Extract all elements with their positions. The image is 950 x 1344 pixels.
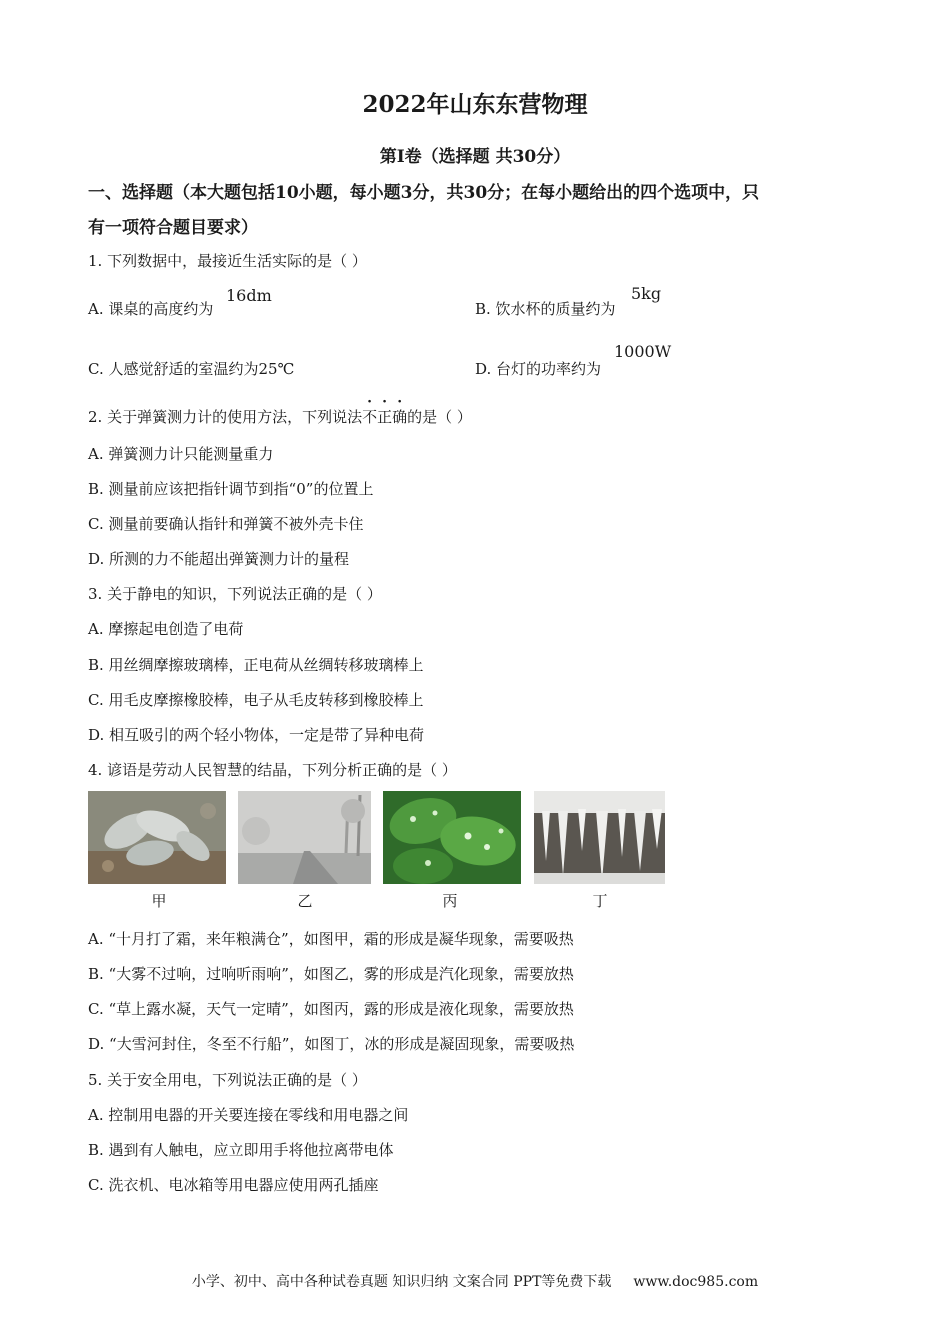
question-5-stem: 5. 关于安全用电，下列说法正确的是（ ） (88, 1071, 367, 1089)
q1-option-b (475, 298, 616, 319)
page-title: 2022年山东东营物理 (362, 91, 588, 118)
fog-photo (238, 791, 371, 884)
question-2-stem (88, 406, 472, 427)
q1-option-c: C. 人感觉舒适的室温约为25℃ (88, 360, 295, 378)
q3-option-b: B. 用丝绸摩擦玻璃棒，正电荷从丝绸转移玻璃棒上 (88, 656, 424, 674)
section-heading: 第Ⅰ卷（选择题 共30分） (379, 147, 571, 167)
q1-option-a-text: A. 课桌的高度约为 (88, 300, 214, 318)
q5-option-c: C. 洗衣机、电冰箱等用电器应使用两孔插座 (88, 1176, 379, 1194)
question-1-stem: 1. 下列数据中，最接近生活实际的是（ ） (88, 252, 367, 270)
caption-ding: 丁 (592, 892, 608, 910)
emphasis-char: 不 (362, 408, 378, 426)
q5-option-b: B. 遇到有人触电，应立即用手将他拉离带电体 (88, 1141, 394, 1159)
q3-option-a: A. 摩擦起电创造了电荷 (88, 620, 244, 638)
q4-option-c: C. “草上露水凝，天气一定晴”，如图丙，露的形成是液化现象，需要放热 (88, 1000, 574, 1018)
q1-option-d-text: D. 台灯的功率约为 (475, 360, 602, 378)
q2-option-d: D. 所测的力不能超出弹簧测力计的量程 (88, 550, 350, 568)
q2-stem-prefix: 2. 关于弹簧测力计的使用方法，下列说法 (88, 408, 363, 426)
instructions-line-2: 有一项符合题目要求） (88, 218, 258, 238)
instructions-line-1: 一、选择题（本大题包括10小题，每小题3分，共30分；在每小题给出的四个选项中，只 (88, 183, 760, 203)
q4-option-b: B. “大雾不过响，过响听雨响”，如图乙，雾的形成是汽化现象，需要放热 (88, 965, 574, 983)
dew-photo (383, 791, 521, 884)
page-footer (0, 1271, 950, 1291)
q2-stem-suffix: 的是（ ） (407, 408, 472, 426)
q4-option-a: A. “十月打了霜，来年粮满仓”，如图甲，霜的形成是凝华现象，需要吸热 (88, 930, 574, 948)
emphasis-char: 正 (377, 408, 393, 426)
q2-option-c: C. 测量前要确认指针和弹簧不被外壳卡住 (88, 515, 364, 533)
question-3-stem: 3. 关于静电的知识，下列说法正确的是（ ） (88, 585, 382, 603)
q1-option-a (88, 298, 213, 319)
q3-option-d: D. 相互吸引的两个轻小物体，一定是带了异种电荷 (88, 726, 425, 744)
caption-yi: 乙 (297, 892, 313, 910)
question-4-stem: 4. 谚语是劳动人民智慧的结晶，下列分析正确的是（ ） (88, 761, 457, 779)
ice-photo (534, 791, 665, 884)
q2-option-b: B. 测量前应该把指针调节到指“0”的位置上 (88, 480, 374, 498)
q1-option-b-value: 5kg (631, 284, 662, 303)
footer-site-link[interactable]: www.doc985.com (633, 1274, 759, 1290)
q1-option-d (475, 358, 601, 379)
q1-option-a-value: 16dm (226, 286, 272, 305)
footer-text: 小学、初中、高中各种试卷真题 知识归纳 文案合同 PPT等免费下载 (191, 1274, 612, 1290)
q4-option-d: D. “大雪河封住，冬至不行船”，如图丁，冰的形成是凝固现象，需要吸热 (88, 1035, 575, 1053)
emphasis-char: 确 (392, 408, 408, 426)
q3-option-c: C. 用毛皮摩擦橡胶棒，电子从毛皮转移到橡胶棒上 (88, 691, 424, 709)
caption-bing: 丙 (442, 892, 458, 910)
frost-photo (88, 791, 226, 884)
q2-option-a: A. 弹簧测力计只能测量重力 (88, 445, 274, 463)
q5-option-a: A. 控制用电器的开关要连接在零线和用电器之间 (88, 1106, 409, 1124)
q1-option-d-value: 1000W (614, 342, 672, 361)
q1-option-b-text: B. 饮水杯的质量约为 (475, 300, 616, 318)
caption-jia: 甲 (151, 892, 167, 910)
